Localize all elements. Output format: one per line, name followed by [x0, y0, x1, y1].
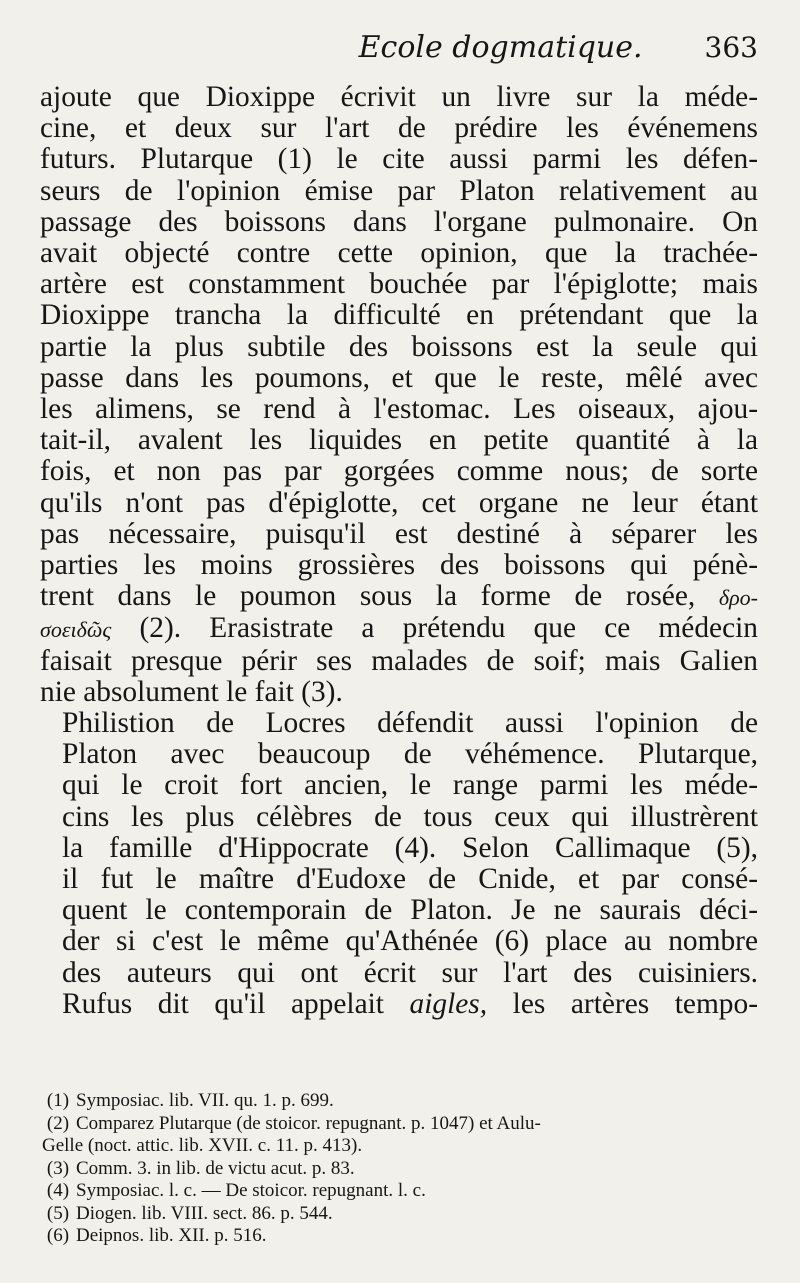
page-number: 363 [704, 31, 758, 64]
text-line: qu'ils n'ont pas d'épiglotte, cet organe ne leur étant [40, 486, 758, 519]
text-line: partie la plus subtile des boissons est la seule qui [40, 330, 758, 363]
footnote [40, 1090, 758, 1113]
footnote-number: (3) [46, 1157, 70, 1179]
text-line: nie absolument le fait (3). [40, 675, 343, 708]
text-line: passage des boissons dans l'organe pulmonaire. On [40, 205, 758, 238]
running-title: Ecole dogmatique. [358, 30, 643, 65]
text-line: futurs. Plutarque (1) le cite aussi parmi les défen- [40, 143, 758, 176]
greek-word: δρο- [718, 585, 758, 611]
text-line: artère est constamment bouchée par l'épiglotte; mais [40, 268, 758, 301]
footnote-number: (2) [46, 1112, 70, 1134]
text-line: Dioxippe trancha la difficulté en prétendant que la [40, 299, 758, 332]
text-segment: les artères tempo- [487, 987, 758, 1020]
footnote [40, 1135, 758, 1158]
text-line: qui le croit fort ancien, le range parmi les méde- [62, 769, 758, 802]
text-line [40, 613, 758, 645]
text-segment: trent dans le poumon sous la forme de rosée, [40, 580, 719, 613]
italic-word: aigles, [409, 987, 488, 1020]
text-line: avait objecté contre cette opinion, que la trachée- [40, 237, 758, 270]
greek-word: σοειδῶς [40, 617, 112, 643]
text-line: seurs de l'opinion émise par Platon relativement au [40, 174, 758, 207]
footnote-text: Diogen. lib. VIII. sect. 86. p. 544. [76, 1202, 333, 1224]
footnote [40, 1180, 758, 1203]
text-line: fois, et non pas par gorgées comme nous; de sorte [40, 455, 758, 488]
footnote [40, 1158, 758, 1181]
footnote-text: Deipnos. lib. XII. p. 516. [76, 1225, 267, 1246]
footnotes [40, 1090, 758, 1248]
text-line: les alimens, se rend à l'estomac. Les oiseaux, ajou- [40, 393, 758, 426]
text-line: tait-il, avalent les liquides en petite quantité à la [40, 424, 758, 457]
footnote-number: (5) [46, 1202, 70, 1224]
text-line: cine, et deux sur l'art de prédire les événemens [40, 112, 758, 145]
text-line: des auteurs qui ont écrit sur l'art des cuisiniers. [62, 956, 758, 989]
text-line [40, 989, 758, 1020]
text-line: pas nécessaire, puisqu'il est destiné à séparer les [40, 517, 758, 550]
paragraph-1 [40, 82, 758, 708]
text-segment: Rufus dit qu'il appelait [62, 987, 410, 1020]
paragraph-2 [40, 708, 758, 1020]
page-header [40, 30, 758, 82]
text-line: faisait presque périr ses malades de soif; mais Galien [40, 644, 758, 677]
main-text [40, 82, 758, 1020]
text-line [40, 581, 758, 613]
text-line: il fut le maître d'Eudoxe de Cnide, et par consé- [62, 863, 758, 896]
text-line: der si c'est le même qu'Athénée (6) place au nombre [62, 925, 758, 958]
text-line: quent le contemporain de Platon. Je ne saurais déci- [62, 894, 758, 927]
text-line: la famille d'Hippocrate (4). Selon Callimaque (5), [62, 831, 758, 864]
footnote-text: Gelle (noct. attic. lib. XVII. c. 11. p. 413). [42, 1135, 363, 1156]
text-line: Platon avec beaucoup de véhémence. Plutarque, [62, 738, 758, 771]
footnote [40, 1225, 758, 1248]
text-line: parties les moins grossières des boissons qui pénè- [40, 549, 758, 582]
text-segment: (2). Erasistrate a prétendu que ce médecin [111, 612, 758, 645]
footnote-text: Comm. 3. in lib. de victu acut. p. 83. [76, 1157, 355, 1179]
footnote [40, 1113, 758, 1136]
footnote-text: Symposiac. l. c. — De stoicor. repugnant. l. c. [76, 1180, 426, 1201]
footnote-number: (4) [46, 1180, 70, 1201]
text-line: ajoute que Dioxippe écrivit un livre sur la méde- [40, 81, 758, 113]
text-line: passe dans les poumons, et que le reste, mêlé avec [40, 361, 758, 394]
footnote-number: (6) [46, 1225, 70, 1246]
footnote-text: Comparez Plutarque (de stoicor. repugnant. p. 1047) et Aulu- [76, 1112, 541, 1134]
footnote-text: Symposiac. lib. VII. qu. 1. p. 699. [76, 1090, 334, 1111]
text-line: Philistion de Locres défendit aussi l'opinion de [62, 707, 758, 740]
text-line: cins les plus célèbres de tous ceux qui illustrèrent [62, 800, 758, 833]
footnote-number: (1) [46, 1090, 70, 1111]
footnote [40, 1203, 758, 1226]
